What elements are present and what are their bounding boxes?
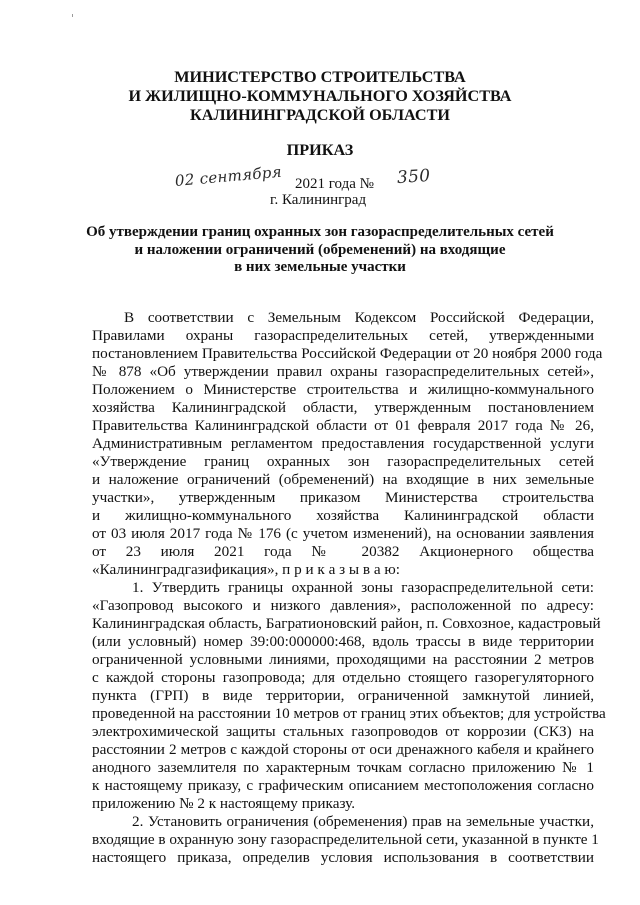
body-line: расстоянии 2 метров с каждой стороны от оси дренажного кабеля и крайнего — [92, 741, 594, 758]
body-line: и наложение ограничений (обременений) на входящие в них земельные — [92, 471, 594, 488]
body-line: с каждой стороны газопровода; для отдельно стоящего газорегуляторного — [92, 669, 594, 686]
title-line: Об утверждении границ охранных зон газораспределительных сетей — [86, 224, 554, 240]
document-body — [92, 309, 606, 867]
body-line: Калининградская область, Багратионовский район, п. Совхозное, кадастровый — [92, 615, 601, 632]
body-line: № 878 «Об утверждении правил охраны газораспределительных сетей», — [92, 363, 594, 380]
body-line: «Утверждение границ охранных зон газораспределительных сетей — [92, 453, 594, 470]
body-line: постановлением Правительства Российской Федерации от 20 ноября 2000 года — [92, 345, 603, 362]
body-line: Административным регламентом предоставления государственной услуги — [92, 435, 594, 452]
body-line: настоящего приказа, определив условия использования в соответствии — [92, 849, 594, 866]
body-line: Правилами охраны газораспределительных сетей, утвержденными — [92, 327, 594, 344]
title-line: и наложении ограничений (обременений) на входящие — [134, 241, 506, 258]
document-type: ПРИКАЗ — [286, 141, 354, 159]
city-line: г. Калининград — [270, 192, 367, 208]
body-line: участки», утвержденным приказом Министерства строительства — [92, 489, 594, 506]
body-line: 1. Утвердить границы охранной зоны газораспределительной сети: — [132, 579, 594, 596]
body-line: к настоящему приказу, с графическим описанием местоположения согласно — [92, 777, 594, 794]
handwritten-number: 350 — [396, 165, 432, 189]
handwritten-date: 02 сентября — [174, 162, 283, 190]
header-line: МИНИСТЕРСТВО СТРОИТЕЛЬСТВА — [174, 68, 466, 86]
body-line: и жилищно-коммунального хозяйства Калининградской области — [92, 507, 594, 524]
body-line: 2. Установить ограничения (обременения) прав на земельные участки, — [132, 813, 594, 830]
body-line: В соответствии с Земельным Кодексом Российской Федерации, — [124, 309, 594, 326]
body-line: от 23 июля 2021 года № 20382 Акционерного общества — [92, 543, 594, 560]
body-line: Положением о Министерстве строительства и жилищно-коммунального — [92, 381, 594, 398]
printed-date: 2021 года № — [295, 176, 374, 192]
scan-speck — [72, 14, 73, 17]
header-line: КАЛИНИНГРАДСКОЙ ОБЛАСТИ — [190, 106, 450, 124]
body-line: ограниченной условными линиями, проходящими на расстоянии 2 метров — [92, 651, 594, 668]
header-line: И ЖИЛИЩНО-КОММУНАЛЬНОГО ХОЗЯЙСТВА — [128, 87, 512, 105]
body-line: «Калининградгазификация», п р и к а з ы в а ю: — [92, 561, 400, 578]
body-line: приложению № 2 к настоящему приказу. — [92, 795, 355, 812]
ministry-header — [0, 68, 640, 125]
body-line: анодного заземлителя по характерным точкам согласно приложению № 1 — [92, 759, 594, 776]
body-line: от 03 июля 2017 года № 176 (с учетом изменений), на основании заявления — [92, 525, 594, 542]
body-line: входящие в охранную зону газораспределительной сети, указанной в пункте 1 — [92, 831, 599, 848]
title-line: в них земельные участки — [234, 259, 406, 275]
body-line: (или условный) номер 39:00:000000:468, вдоль трассы в виде территории — [92, 633, 594, 650]
body-line: «Газопровод высокого и низкого давления», расположенной по адресу: — [92, 597, 594, 614]
document-title — [0, 224, 640, 277]
body-line: электрохимической защиты стальных газопроводов от коррозии (СКЗ) на — [92, 723, 594, 740]
body-line: Правительства Калининградской области от 01 февраля 2017 года № 26, — [92, 417, 594, 434]
body-line: проведенной на расстоянии 10 метров от границ этих объектов; для устройства — [92, 705, 606, 722]
body-line: пункта (ГРП) в виде территории, ограниченной замкнутой линией, — [92, 687, 594, 704]
body-line: хозяйства Калининградской области, утвержденным постановлением — [92, 399, 594, 416]
